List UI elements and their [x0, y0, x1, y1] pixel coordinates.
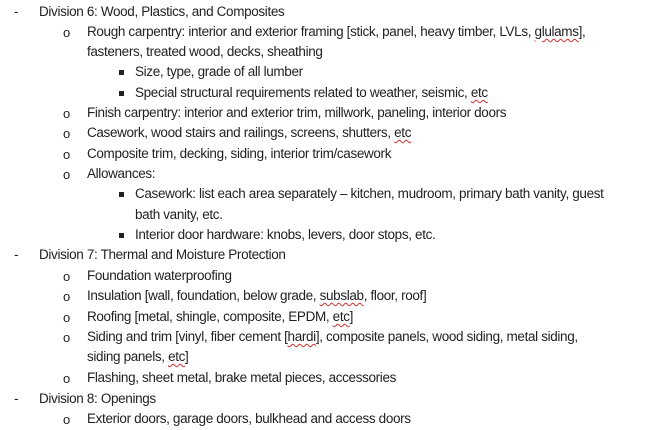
structural-item	[135, 83, 488, 103]
spelling-flag-etc[interactable]: etc	[470, 85, 488, 100]
roofing-text: Roofing [metal, shingle, composite, EPDM,	[87, 309, 333, 324]
casework-allowance-item: Casework: list each area separately – kitchen, mudroom, primary bath vanity, guest	[135, 186, 604, 201]
siding-continuation	[87, 347, 188, 367]
circle-bullet: o	[63, 330, 71, 345]
square-bullet	[119, 192, 124, 197]
rough-carpentry-item	[87, 22, 585, 42]
siding-continuation-text: siding panels,	[87, 349, 169, 364]
dash-bullet: -	[14, 4, 19, 19]
spelling-flag-etc[interactable]: etc	[394, 125, 412, 140]
square-bullet	[119, 91, 124, 96]
dash-bullet: -	[14, 391, 19, 406]
circle-bullet: o	[63, 106, 71, 121]
finish-carpentry-item: Finish carpentry: interior and exterior trim, millwork, paneling, interior doors	[87, 105, 507, 120]
casework-item	[87, 123, 411, 143]
division-8-heading: Division 8: Openings	[39, 391, 156, 406]
siding-text: Siding and trim [vinyl, fiber cement [	[87, 329, 288, 344]
exterior-doors-item: Exterior doors, garage doors, bulkhead and access doors	[87, 411, 411, 426]
insulation-text: Insulation [wall, foundation, below grade,	[87, 288, 320, 303]
division-6-heading: Division 6: Wood, Plastics, and Composites	[39, 4, 285, 19]
structural-text: Special structural requirements related to weather, seismic,	[135, 85, 471, 100]
circle-bullet: o	[63, 412, 71, 427]
allowances-item: Allowances:	[87, 166, 156, 181]
circle-bullet: o	[63, 310, 71, 325]
circle-bullet: o	[63, 147, 71, 162]
dash-bullet: -	[14, 247, 19, 262]
circle-bullet: o	[63, 289, 71, 304]
square-bullet	[119, 233, 124, 238]
composite-item: Composite trim, decking, siding, interior trim/casework	[87, 146, 392, 161]
circle-bullet: o	[63, 167, 71, 182]
spelling-flag-hardi[interactable]: hardi	[287, 329, 316, 344]
siding-text-end: ], composite panels, wood siding, metal siding,	[315, 329, 578, 344]
square-bullet	[119, 70, 124, 75]
circle-bullet: o	[63, 269, 71, 284]
rough-carpentry-continuation: fasteners, treated wood, decks, sheathing	[87, 44, 323, 59]
roofing-text-end: ]	[349, 309, 354, 324]
flashing-item: Flashing, sheet metal, brake metal pieces, accessories	[87, 370, 397, 385]
foundation-waterproofing-item: Foundation waterproofing	[87, 268, 232, 283]
circle-bullet: o	[63, 371, 71, 386]
insulation-text-end: , floor, roof]	[363, 288, 427, 303]
rough-carpentry-text-end: ],	[578, 24, 586, 39]
door-hardware-allowance-item: Interior door hardware: knobs, levers, door stops, etc.	[135, 227, 436, 242]
casework-text: Casework, wood stairs and railings, screens, shutters,	[87, 125, 395, 140]
spelling-flag-etc[interactable]: etc	[168, 349, 186, 364]
siding-item	[87, 327, 578, 347]
circle-bullet: o	[63, 25, 71, 40]
rough-carpentry-text: Rough carpentry: interior and exterior framing [stick, panel, heavy timber, LVLs,	[87, 24, 535, 39]
spelling-flag-glulams[interactable]: glulams	[534, 24, 579, 39]
circle-bullet: o	[63, 126, 71, 141]
spelling-flag-subslab[interactable]: subslab	[319, 288, 364, 303]
insulation-item	[87, 286, 426, 306]
casework-allowance-continuation: bath vanity, etc.	[135, 207, 223, 222]
lumber-item: Size, type, grade of all lumber	[135, 64, 303, 79]
spelling-flag-etc[interactable]: etc	[332, 309, 350, 324]
roofing-item	[87, 307, 353, 327]
siding-continuation-end: ]	[185, 349, 189, 364]
division-7-heading: Division 7: Thermal and Moisture Protection	[39, 247, 286, 262]
